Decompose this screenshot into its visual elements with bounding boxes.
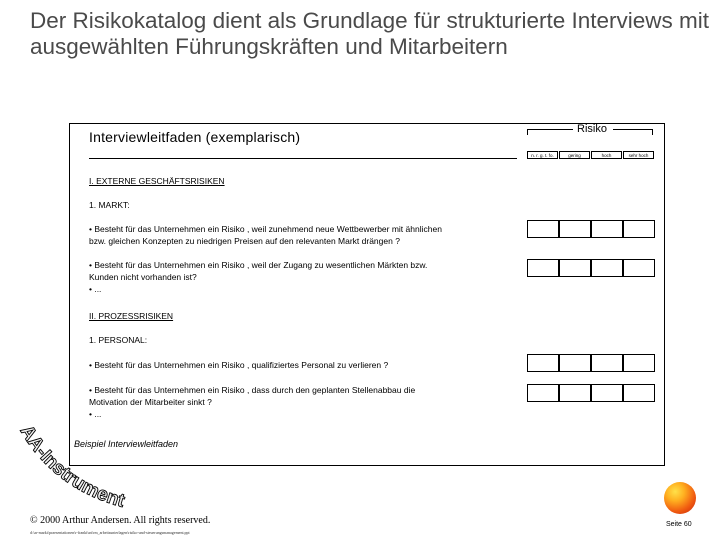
question-text: • Besteht für das Unternehmen ein Risiko , weil zunehmend neue Wettbewerber mit ähnlichen (89, 224, 442, 234)
risk-header: Risiko (577, 123, 607, 135)
question-ellipsis: • ... (89, 409, 102, 419)
section-heading-external: I. EXTERNE GESCHÄFTSRISIKEN (89, 176, 225, 186)
risk-bracket-left (527, 129, 573, 130)
question-text: • Besteht für das Unternehmen ein Risiko , dass durch den geplanten Stellenabbau die (89, 385, 416, 395)
question-text: bzw. gleichen Konzepten zu niedrigen Preisen auf den relevanten Markt drängen ? (89, 236, 400, 246)
logo-text: AA-Instrument (15, 421, 127, 512)
rating-box[interactable] (591, 259, 623, 277)
question-text: • Besteht für das Unternehmen ein Risiko , weil der Zugang zu wesentlichen Märkten bzw. (89, 260, 428, 270)
risk-bracket-tick-right (652, 129, 653, 135)
question-text: Motivation der Mitarbeiter sinkt ? (89, 397, 212, 407)
title-underline (89, 158, 517, 159)
rating-box[interactable] (559, 384, 591, 402)
subsection-personnel: 1. PERSONAL: (89, 335, 148, 345)
rating-box[interactable] (559, 354, 591, 372)
brand-orb-icon (664, 482, 696, 514)
rating-box[interactable] (527, 384, 559, 402)
column-header-none: n. r. g. t. fo. (527, 151, 558, 159)
risk-bracket-right (613, 129, 653, 130)
rating-box[interactable] (527, 220, 559, 238)
interview-form-frame (69, 123, 665, 466)
rating-box[interactable] (527, 354, 559, 372)
rating-box[interactable] (559, 220, 591, 238)
file-path: d:\ar-markt\praesentationen\r-frankfurt\rm_arbeitsunterlagen\risiko-und-steuerungsmanagement.ppt (30, 530, 190, 535)
risk-bracket-tick-left (527, 129, 528, 135)
question-text: Kunden nicht vorhanden ist? (89, 272, 197, 282)
rating-box[interactable] (591, 384, 623, 402)
rating-box[interactable] (559, 259, 591, 277)
column-header-high: hoch (591, 151, 622, 159)
copyright-notice: © 2000 Arthur Andersen. All rights reserved. (30, 515, 211, 526)
question-ellipsis: • ... (89, 284, 102, 294)
column-header-low: gering (559, 151, 590, 159)
rating-box[interactable] (591, 354, 623, 372)
form-title: Interviewleitfaden (exemplarisch) (89, 129, 301, 145)
subsection-market: 1. MARKT: (89, 200, 130, 210)
page-number: Seite 60 (666, 521, 692, 528)
rating-box[interactable] (623, 354, 655, 372)
aa-instrument-logo (14, 420, 134, 515)
rating-box[interactable] (591, 220, 623, 238)
svg-text:AA-Instrument (16, 422, 128, 512)
rating-box[interactable] (623, 384, 655, 402)
column-header-very-high: sehr hoch (623, 151, 654, 159)
slide-title: Der Risikokatalog dient als Grundlage für strukturierte Interviews mit ausgewählten Führungskräften und Mitarbeitern (30, 8, 710, 59)
figure-caption: Beispiel Interviewleitfaden (74, 439, 179, 449)
rating-box[interactable] (623, 220, 655, 238)
rating-box[interactable] (623, 259, 655, 277)
section-heading-process: II. PROZESSRISIKEN (89, 311, 174, 321)
question-text: • Besteht für das Unternehmen ein Risiko , qualifiziertes Personal zu verlieren ? (89, 360, 389, 370)
rating-box[interactable] (527, 259, 559, 277)
